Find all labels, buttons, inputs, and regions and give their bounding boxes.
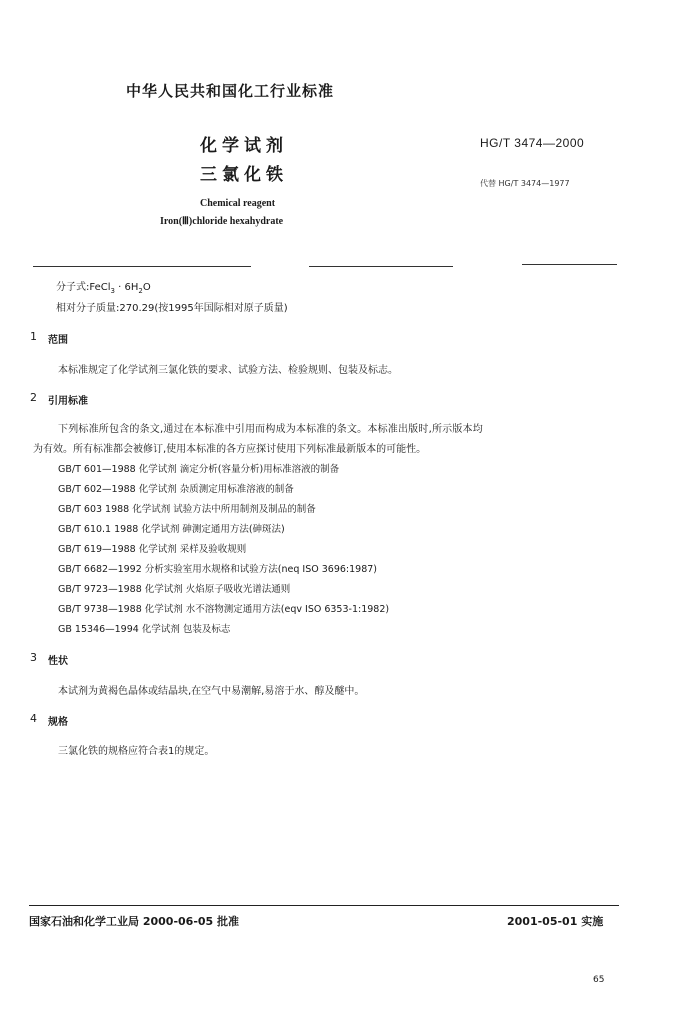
section-1-text: 本标准规定了化学试剂三氯化铁的要求、试验方法、检验规则、包装及标志。: [58, 365, 398, 376]
section-3-title: 性状: [48, 656, 68, 667]
implementation-line: 2001-05-01 实施: [507, 915, 604, 928]
section-3-number: 3: [30, 651, 37, 664]
reference-item: GB/T 601—1988 化学试剂 滴定分析(容量分析)用标准溶液的制备: [58, 464, 340, 475]
industry-standard-header: 中华人民共和国化工行业标准: [126, 82, 335, 100]
molecular-mass: 相对分子质量:270.29(按1995年国际相对原子质量): [56, 303, 288, 314]
formula-sub-3: 3: [110, 287, 115, 295]
reference-item: GB 15346—1994 化学试剂 包装及标志: [58, 624, 231, 635]
title-english-line2: Iron(Ⅲ)chloride hexahydrate: [160, 216, 284, 227]
page-number: 65: [593, 975, 605, 985]
title-chinese-line1: 化学试剂: [200, 136, 288, 156]
section-1-number: 1: [30, 330, 37, 343]
reference-item: GB/T 603 1988 化学试剂 试验方法中所用制剂及制品的制备: [58, 504, 316, 515]
reference-item: GB/T 602—1988 化学试剂 杂质测定用标准溶液的制备: [58, 484, 294, 495]
title-english-line1: Chemical reagent: [200, 198, 276, 209]
section-4-number: 4: [30, 712, 37, 725]
footer-divider: [29, 905, 619, 906]
divider-left: [33, 266, 251, 267]
formula-mid: · 6H: [114, 282, 139, 293]
reference-item: GB/T 610.1 1988 化学试剂 砷测定通用方法(砷斑法): [58, 524, 285, 535]
divider-middle: [309, 266, 453, 267]
section-2-text-line1: 下列标准所包含的条文,通过在本标准中引用而构成为本标准的条文。本标准出版时,所示版本均: [58, 424, 483, 435]
section-4-title: 规格: [48, 717, 68, 728]
approval-line: 国家石油和化学工业局 2000-06-05 批准: [29, 915, 240, 928]
section-4-text: 三氯化铁的规格应符合表1的规定。: [58, 746, 215, 757]
formula-prefix: 分子式:FeCl: [56, 282, 111, 293]
formula-suffix: O: [142, 282, 151, 293]
reference-item: GB/T 619—1988 化学试剂 采样及验收规则: [58, 544, 247, 555]
section-2-number: 2: [30, 391, 37, 404]
molecular-formula: [56, 278, 151, 295]
section-2-text-line2: 为有效。所有标准都会被修订,使用本标准的各方应探讨使用下列标准最新版本的可能性。: [33, 444, 427, 455]
formula-sub-2: 2: [138, 287, 143, 295]
reference-item: GB/T 6682—1992 分析实验室用水规格和试验方法(neq ISO 3696:1987): [58, 564, 377, 575]
replaces-standard: 代替 HG/T 3474—1977: [480, 179, 570, 188]
reference-item: GB/T 9738—1988 化学试剂 水不溶物测定通用方法(eqv ISO 6353-1:1982): [58, 604, 390, 615]
standard-code: HG/T 3474—2000: [480, 136, 585, 150]
reference-item: GB/T 9723—1988 化学试剂 火焰原子吸收光谱法通则: [58, 584, 291, 595]
section-3-text: 本试剂为黄褐色晶体或结晶块,在空气中易潮解,易溶于水、醇及醚中。: [58, 686, 365, 697]
section-2-title: 引用标准: [48, 396, 88, 407]
section-1-title: 范围: [48, 335, 68, 346]
divider-right: [522, 264, 617, 265]
title-chinese-line2: 三氯化铁: [200, 165, 288, 185]
